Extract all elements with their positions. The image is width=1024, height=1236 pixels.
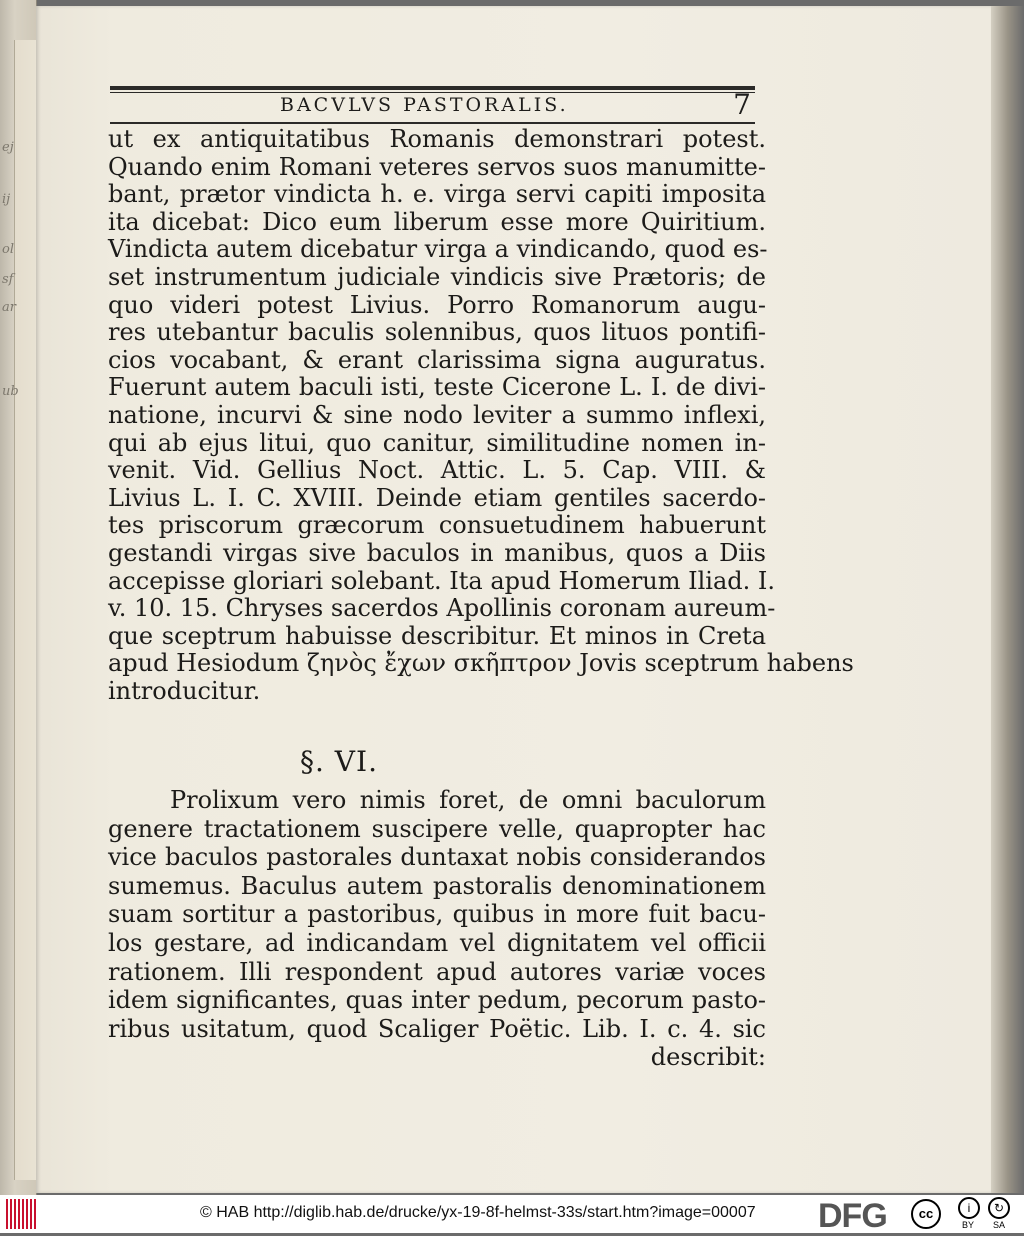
creative-commons-icon[interactable]: cc: [911, 1199, 941, 1229]
text-line: que sceptrum habuisse describitur. Et minos in Creta: [108, 621, 766, 650]
text-line: ita dicebat: Dico eum liberum esse more Quiritium.: [108, 207, 766, 236]
text-line: v. 10. 15. Chryses sacerdos Apollinis coronam aureum-: [108, 594, 776, 623]
by-label: BY: [962, 1220, 975, 1230]
text-line: Vindicta autem dicebatur virga a vindicando, quod es-: [108, 235, 768, 264]
adjacent-page-strip: [14, 40, 37, 1180]
text-line: natione, incurvi & sine nodo leviter a summo inflexi,: [108, 400, 766, 429]
text-line: tes priscorum græcorum consuetudinem habuerunt: [108, 511, 766, 540]
share-alike-icon: ↻: [988, 1197, 1010, 1219]
text-line: Quando enim Romani veteres servos suos manumitte-: [108, 152, 766, 181]
paragraph-2: [108, 786, 766, 1072]
text-line: rationem. Illi respondent apud autores variæ voces: [108, 957, 766, 986]
text-line: res utebantur baculis solennibus, quos lituos pontifi-: [108, 318, 766, 347]
text-line: los gestare, ad indicandam vel dignitatem vel officii: [108, 928, 766, 957]
attribution-icon: i: [958, 1197, 980, 1219]
margin-fragment: ar: [2, 300, 16, 315]
text-line: vice baculos pastorales duntaxat nobis considerandos: [108, 843, 766, 872]
section-heading: §. VI.: [300, 745, 378, 778]
text-line: Prolixum vero nimis foret, de omni baculorum: [170, 786, 766, 814]
sa-label: SA: [993, 1220, 1006, 1230]
text-line: cios vocabant, & erant clarissima signa auguratus.: [108, 345, 766, 374]
margin-fragment: ub: [2, 384, 19, 399]
margin-fragment: ej: [2, 140, 14, 155]
text-line: sumemus. Baculus autem pastoralis denominationem: [108, 871, 766, 900]
text-line: introducitur.: [108, 676, 261, 705]
text-line: bant, prætor vindicta h. e. virga servi capiti imposita: [108, 180, 766, 209]
copyright-link[interactable]: © HAB http://diglib.hab.de/drucke/yx-19-8f-helmst-33s/start.htm?image=00007: [200, 1204, 756, 1221]
text-line: genere tractationem suscipere velle, quapropter hac: [108, 814, 766, 843]
barcode-icon: [6, 1199, 36, 1229]
adjacent-page-edge: [0, 0, 37, 1195]
dfg-logo: DFG: [818, 1197, 887, 1235]
text-line: quo videri potest Livius. Porro Romanorum augu-: [108, 290, 766, 319]
margin-fragment: ol: [2, 242, 14, 257]
text-line: suam sortitur a pastoribus, quibus in more fuit bacu-: [108, 900, 766, 929]
page-number: 7: [733, 88, 751, 121]
catchword: describit:: [650, 1043, 766, 1072]
margin-fragment: sf: [2, 272, 14, 287]
page-edge-shadow: [991, 6, 1024, 1193]
text-line: apud Hesiodum ζηνὸς ἔχων σκῆπτρον Jovis sceptrum habens: [108, 649, 854, 678]
text-line: gestandi virgas sive baculos in manibus, quos a Diis: [108, 538, 766, 567]
text-line: qui ab ejus litui, quo canitur, similitudine nomen in-: [108, 428, 766, 457]
running-header: [110, 88, 755, 124]
text-line: Fuerunt autem baculi isti, teste Cicerone L. I. de divi-: [108, 373, 766, 402]
header-rule-bottom: [110, 122, 755, 124]
text-line: accepisse gloriari solebant. Ita apud Homerum Iliad. I.: [108, 566, 776, 595]
paragraph-1: [108, 125, 854, 705]
running-title: BACVLVS PASTORALIS.: [280, 94, 569, 116]
text-line: set instrumentum judiciale vindicis sive Prætoris; de: [108, 262, 766, 291]
text-line: ribus usitatum, quod Scaliger Poëtic. Lib. I. c. 4. sic: [108, 1014, 766, 1043]
text-line: Livius L. I. C. XVIII. Deinde etiam gentiles sacerdo-: [108, 483, 766, 512]
text-line: idem significantes, quas inter pedum, pecorum pasto-: [108, 986, 766, 1015]
viewer-footer: [0, 1195, 1024, 1233]
text-line: venit. Vid. Gellius Noct. Attic. L. 5. Cap. VIII. &: [108, 456, 766, 485]
margin-fragment: ij: [2, 192, 11, 207]
text-line: ut ex antiquitatibus Romanis demonstrari potest.: [108, 125, 766, 153]
